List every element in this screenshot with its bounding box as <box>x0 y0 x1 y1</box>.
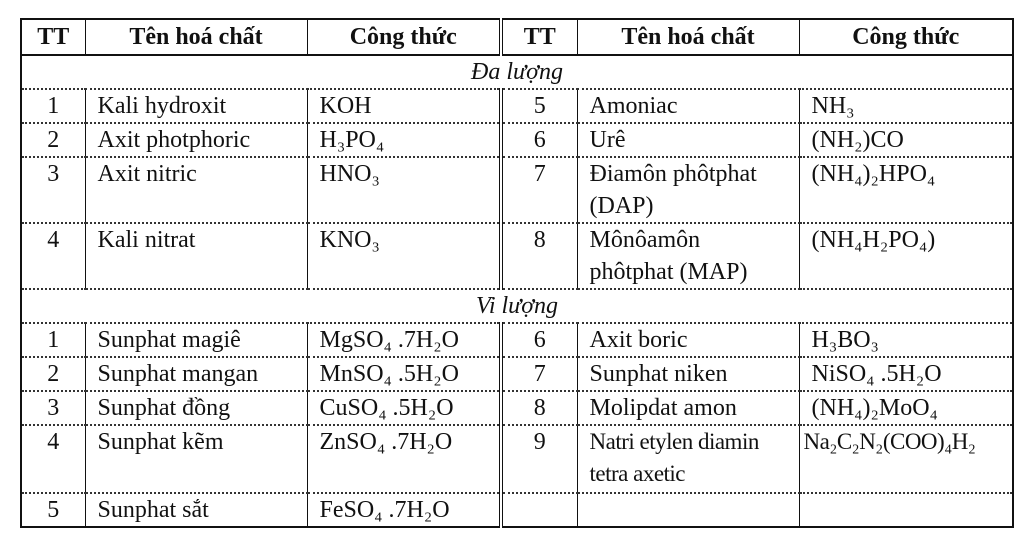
section-title-micro: Vi lượng <box>21 289 1013 323</box>
cell-name: Natri etylen diamin tetra axetic <box>577 425 799 493</box>
cell-tt: 1 <box>21 89 85 123</box>
cell-formula: ZnSO₄ .7H₂O <box>307 425 501 493</box>
cell-name: Molipdat amon <box>577 391 799 425</box>
table-row <box>21 223 1013 289</box>
cell-formula: NH₃ <box>799 89 1013 123</box>
cell-formula: (NH₂)CO <box>799 123 1013 157</box>
cell-formula: (NH₄)₂MoO₄ <box>799 391 1013 425</box>
header-row <box>21 19 1013 55</box>
cell-name: Điamôn phôtphat (DAP) <box>577 157 799 223</box>
header-tt-right: TT <box>501 19 577 55</box>
cell-formula: (NH₄)₂HPO₄ <box>799 157 1013 223</box>
cell-name: Axit nitric <box>85 157 307 223</box>
cell-name: Sunphat niken <box>577 357 799 391</box>
cell-tt: 6 <box>501 123 577 157</box>
cell-tt <box>501 493 577 527</box>
table-row <box>21 89 1013 123</box>
cell-tt: 8 <box>501 391 577 425</box>
cell-formula: Na₂C₂N₂(COO)₄H₂ <box>799 425 1013 493</box>
header-formula-left: Công thức <box>307 19 501 55</box>
cell-formula: MnSO₄ .5H₂O <box>307 357 501 391</box>
cell-tt: 7 <box>501 157 577 223</box>
cell-formula: (NH₄H₂PO₄) <box>799 223 1013 289</box>
cell-formula: NiSO₄ .5H₂O <box>799 357 1013 391</box>
cell-tt: 9 <box>501 425 577 493</box>
cell-name: Amoniac <box>577 89 799 123</box>
cell-tt: 8 <box>501 223 577 289</box>
table-row <box>21 323 1013 357</box>
cell-name <box>577 493 799 527</box>
cell-formula: FeSO₄ .7H₂O <box>307 493 501 527</box>
cell-formula: H₃PO₄ <box>307 123 501 157</box>
cell-tt: 6 <box>501 323 577 357</box>
cell-tt: 1 <box>21 323 85 357</box>
cell-name: Mônôamôn phôtphat (MAP) <box>577 223 799 289</box>
cell-tt: 3 <box>21 391 85 425</box>
cell-name: Sunphat đồng <box>85 391 307 425</box>
header-tt-left: TT <box>21 19 85 55</box>
cell-tt: 7 <box>501 357 577 391</box>
cell-tt: 3 <box>21 157 85 223</box>
cell-tt: 2 <box>21 357 85 391</box>
cell-name: Axit boric <box>577 323 799 357</box>
table-row <box>21 391 1013 425</box>
section-row-macro <box>21 55 1013 89</box>
cell-tt: 2 <box>21 123 85 157</box>
table-row <box>21 493 1013 527</box>
cell-name: Sunphat magiê <box>85 323 307 357</box>
cell-tt: 4 <box>21 223 85 289</box>
chemical-table <box>20 18 1014 528</box>
cell-name: Kali nitrat <box>85 223 307 289</box>
cell-name: Axit photphoric <box>85 123 307 157</box>
cell-name: Kali hydroxit <box>85 89 307 123</box>
header-name-left: Tên hoá chất <box>85 19 307 55</box>
table-row <box>21 357 1013 391</box>
header-formula-right: Công thức <box>799 19 1013 55</box>
table-row <box>21 123 1013 157</box>
cell-name: Sunphat mangan <box>85 357 307 391</box>
cell-formula: MgSO₄ .7H₂O <box>307 323 501 357</box>
cell-formula: H₃BO₃ <box>799 323 1013 357</box>
cell-tt: 4 <box>21 425 85 493</box>
cell-formula: KOH <box>307 89 501 123</box>
header-name-right: Tên hoá chất <box>577 19 799 55</box>
section-title-macro: Đa lượng <box>21 55 1013 89</box>
cell-name: Urê <box>577 123 799 157</box>
cell-formula: CuSO₄ .5H₂O <box>307 391 501 425</box>
cell-tt: 5 <box>501 89 577 123</box>
cell-formula: KNO₃ <box>307 223 501 289</box>
table-row <box>21 425 1013 493</box>
cell-formula <box>799 493 1013 527</box>
cell-formula: HNO₃ <box>307 157 501 223</box>
section-row-micro <box>21 289 1013 323</box>
cell-name: Sunphat kẽm <box>85 425 307 493</box>
cell-name: Sunphat sắt <box>85 493 307 527</box>
table-row <box>21 157 1013 223</box>
cell-tt: 5 <box>21 493 85 527</box>
